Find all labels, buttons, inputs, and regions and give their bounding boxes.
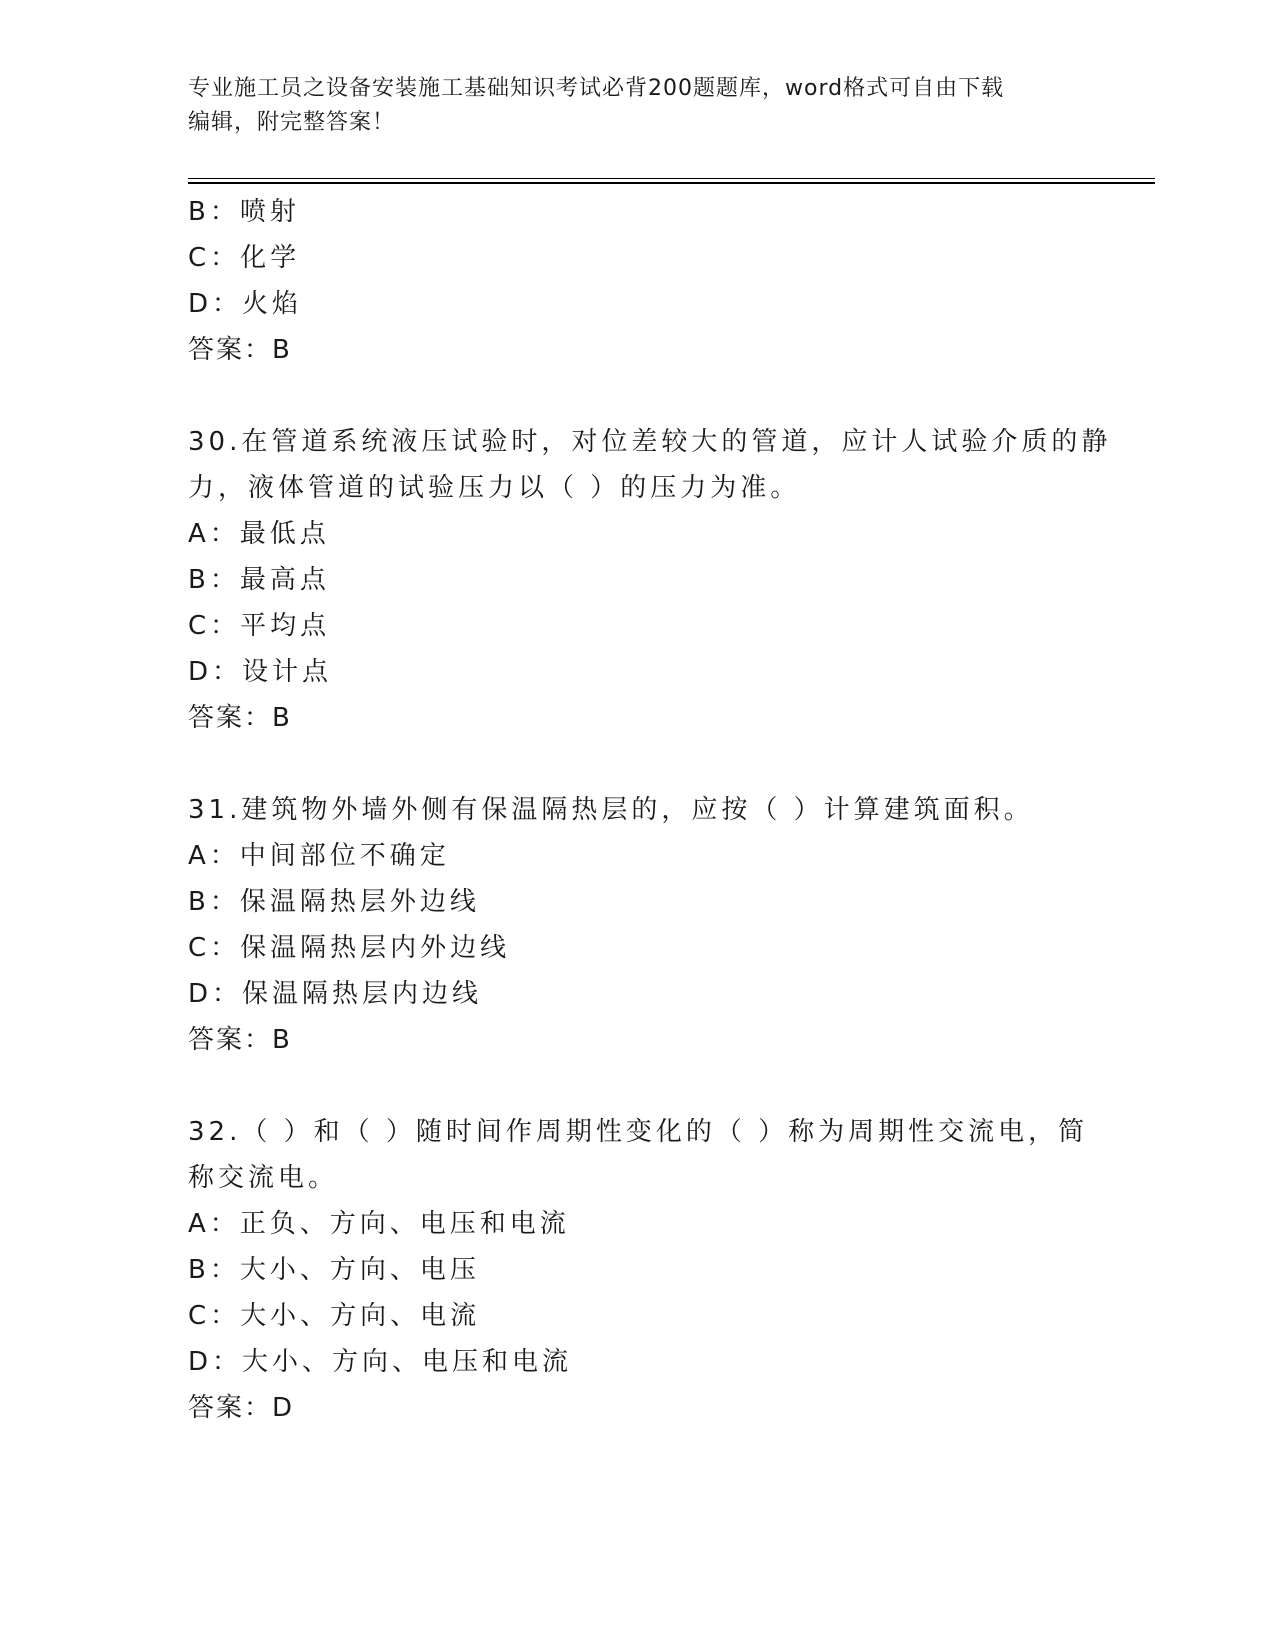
option-b: B：最高点 [188, 565, 330, 595]
option-c: C：化学 [188, 243, 301, 273]
header-divider-top [188, 178, 1155, 179]
question-text-line-2: 称交流电。 [188, 1163, 339, 1193]
question-32 [188, 1109, 1088, 1431]
option-d: D：火焰 [188, 289, 303, 319]
option-a: A：最低点 [188, 519, 330, 549]
header-divider-bottom [188, 182, 1155, 184]
option-b: B：大小、方向、电压 [188, 1255, 480, 1285]
spacer [188, 741, 1088, 787]
answer: 答案：D [188, 1393, 295, 1423]
question-31 [188, 787, 1088, 1063]
header-title-line-2: 编辑，附完整答案！ [188, 110, 396, 135]
option-c: C：大小、方向、电流 [188, 1301, 481, 1331]
question-text-line-1: 32.（ ）和（ ）随时间作周期性变化的（ ）称为周期性交流电，简 [188, 1117, 1089, 1147]
answer: 答案：B [188, 703, 292, 733]
option-b: B：保温隔热层外边线 [188, 887, 480, 917]
option-c: C：平均点 [188, 611, 331, 641]
option-d: D：设计点 [188, 657, 333, 687]
question-list [188, 189, 1112, 1431]
question-text-line-1: 31.建筑物外墙外侧有保温隔热层的，应按（ ）计算建筑面积。 [188, 795, 1034, 825]
question-text-line-1: 30.在管道系统液压试验时，对位差较大的管道，应计人试验介质的静 [188, 427, 1112, 457]
document-header [188, 72, 1088, 140]
question-30 [188, 419, 1112, 741]
spacer [188, 373, 1088, 419]
option-d: D：大小、方向、电压和电流 [188, 1347, 573, 1377]
question-29 [188, 189, 1088, 373]
answer: 答案：B [188, 335, 292, 365]
answer: 答案：B [188, 1025, 292, 1055]
option-c: C：保温隔热层内外边线 [188, 933, 511, 963]
option-b: B：喷射 [188, 197, 300, 227]
option-d: D：保温隔热层内边线 [188, 979, 483, 1009]
option-a: A：中间部位不确定 [188, 841, 450, 871]
spacer [188, 1063, 1088, 1109]
option-a: A：正负、方向、电压和电流 [188, 1209, 570, 1239]
question-text-line-2: 力，液体管道的试验压力以（ ）的压力为准。 [188, 473, 801, 503]
header-title-line-1: 专业施工员之设备安装施工基础知识考试必背200题题库，word格式可自由下载 [188, 76, 1005, 101]
